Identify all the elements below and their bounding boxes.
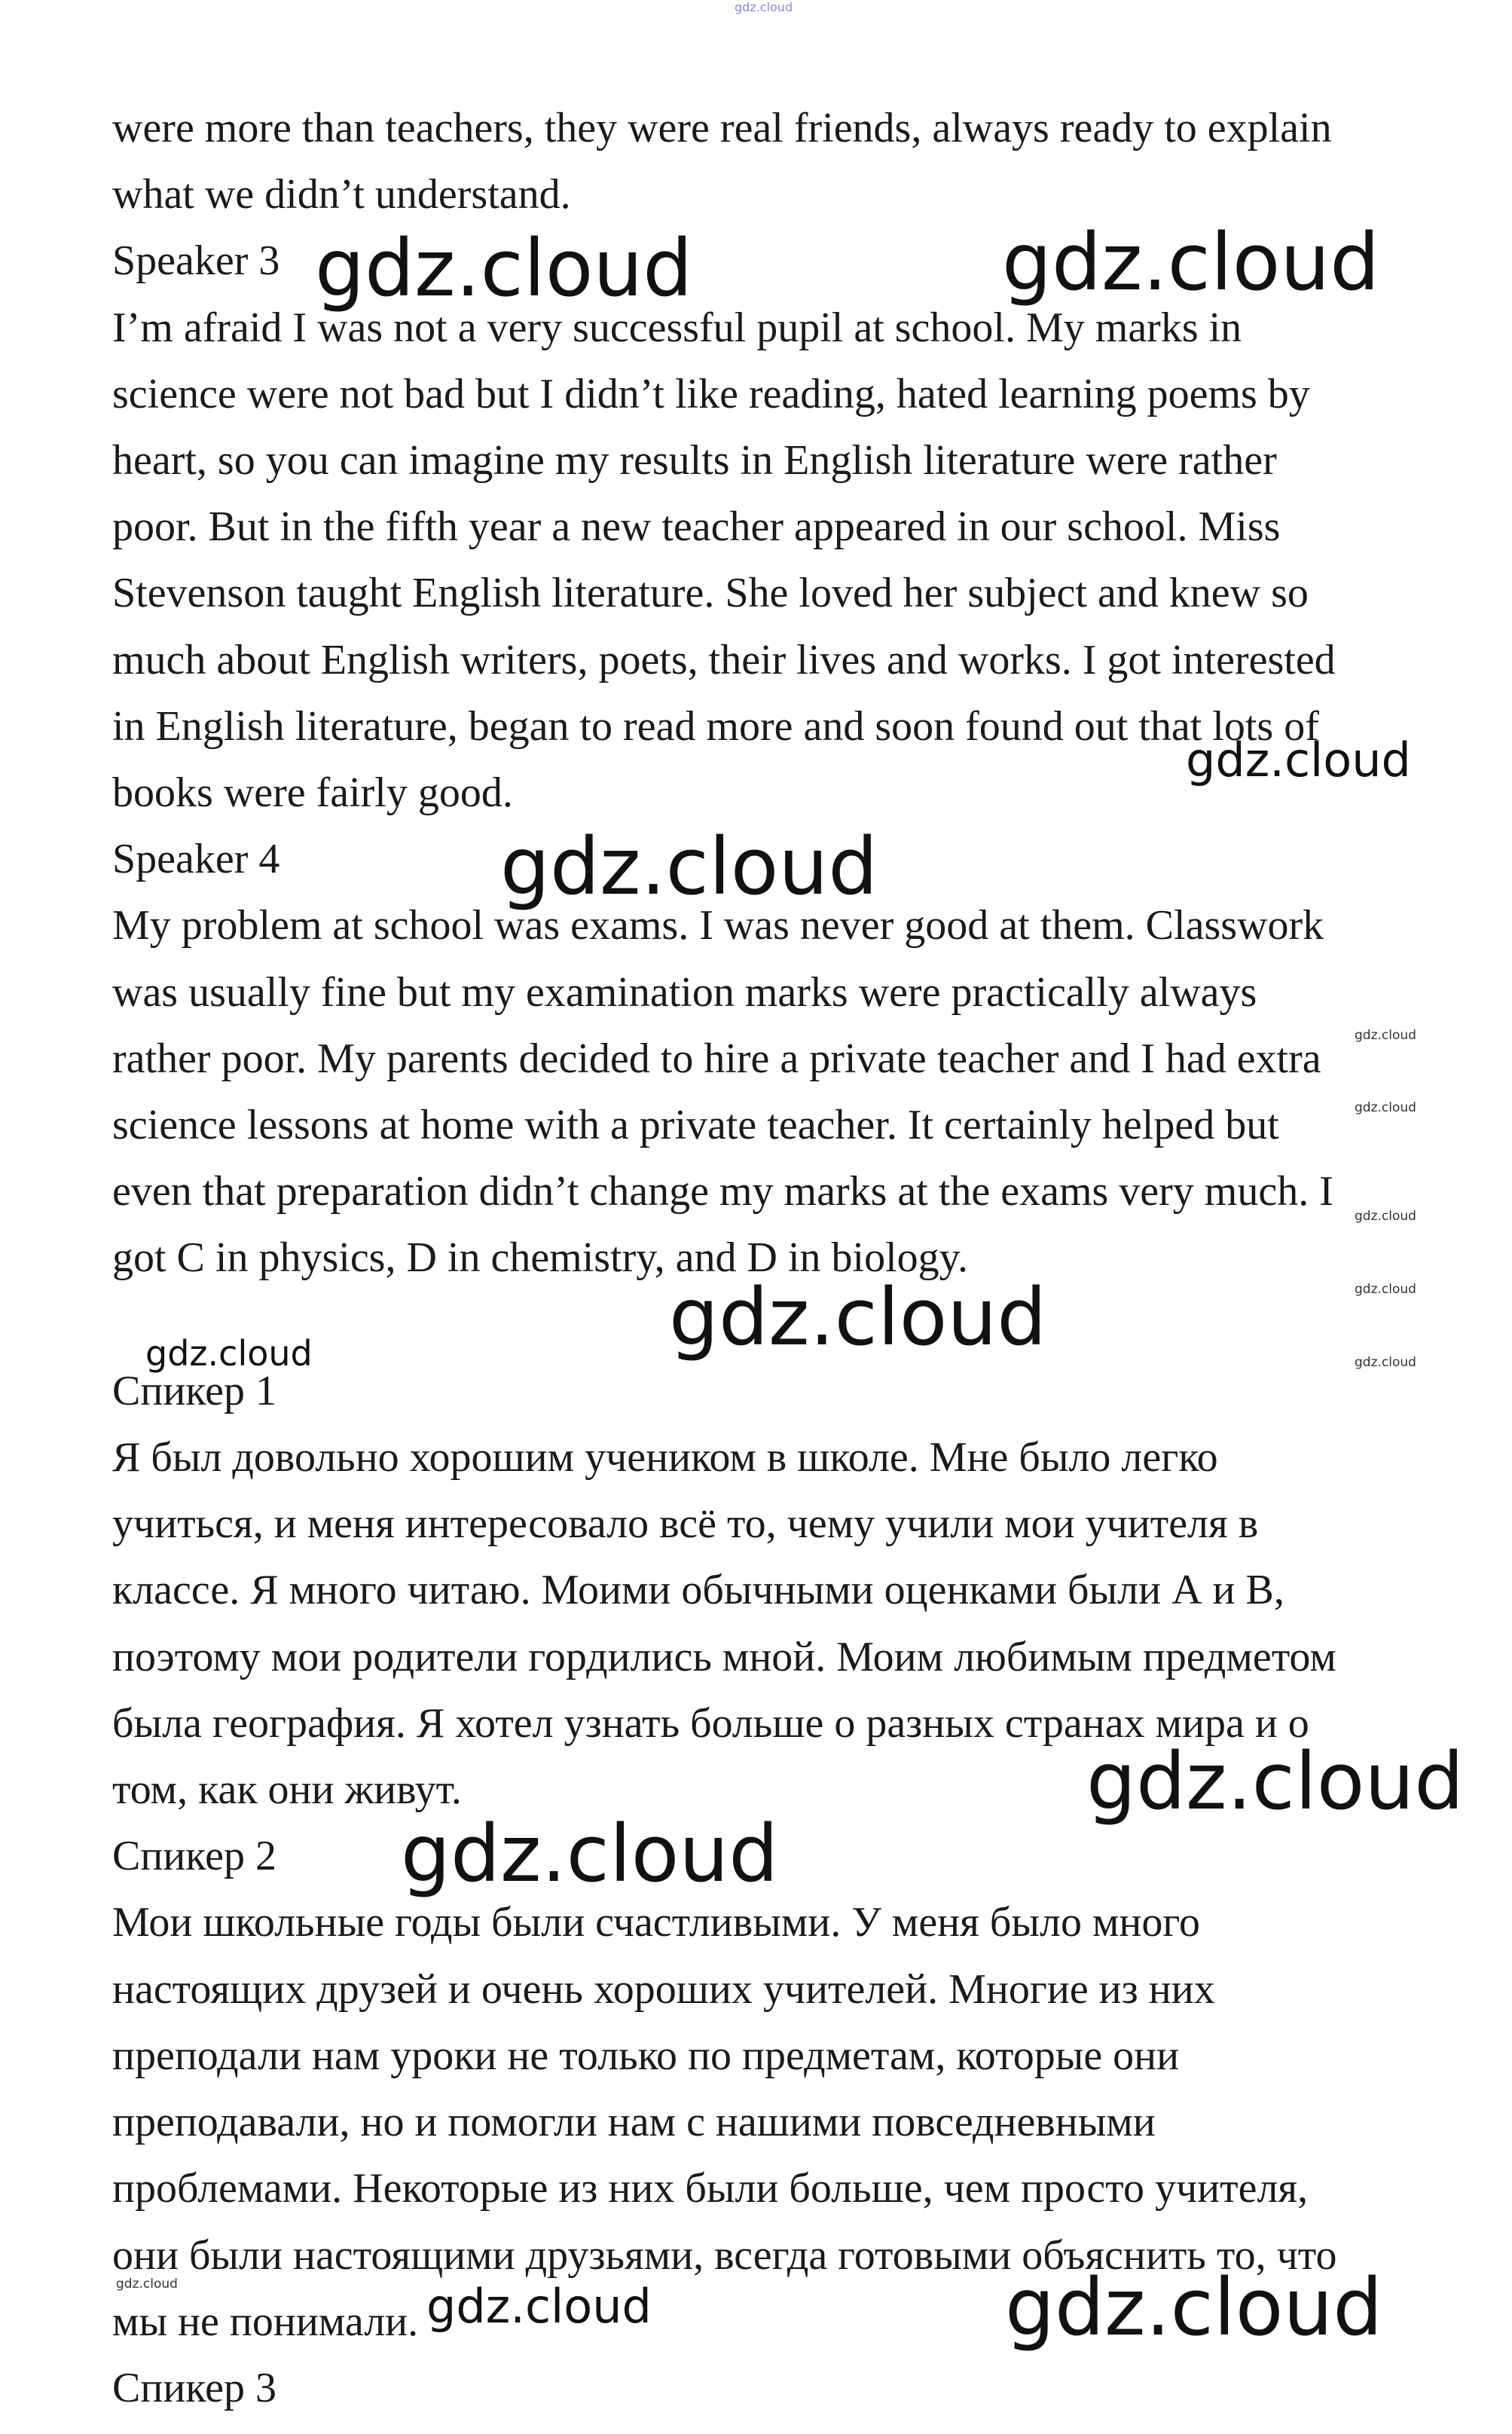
text-line: in English literature, began to read more and soon found out that lots of — [112, 702, 1319, 750]
text-line: books were fairly good. — [112, 769, 513, 817]
watermark: gdz.cloud — [1086, 1735, 1465, 1827]
text-line: even that preparation didn’t change my marks at the exams very much. I — [112, 1168, 1333, 1215]
watermark: gdz.cloud — [1355, 1209, 1416, 1224]
watermark: gdz.cloud — [1355, 1355, 1416, 1370]
text-line: science lessons at home with a private teacher. It certainly helped but — [112, 1102, 1279, 1149]
text-line: поэтому мои родители гордились мной. Моим любимым предметом — [112, 1633, 1336, 1680]
text-line: was usually fine but my examination marks were practically always — [112, 968, 1257, 1016]
watermark: gdz.cloud — [1355, 1100, 1416, 1115]
text-line: классе. Я много читаю. Моими обычными оценками были А и В, — [112, 1567, 1284, 1614]
text-line: Мои школьные годы были счастливыми. У меня было много — [112, 1899, 1200, 1946]
text-line: преподали нам уроки не только по предметам, которые они — [112, 2032, 1180, 2079]
watermark: gdz.cloud — [116, 2277, 178, 2292]
text-line: My problem at school was exams. I was never good at them. Classwork — [112, 902, 1324, 949]
watermark: gdz.cloud — [401, 1808, 779, 1900]
speaker-heading: Спикер 2 — [112, 1833, 276, 1880]
text-line: Stevenson taught English literature. She loved her subject and knew so — [112, 570, 1309, 617]
watermark: gdz.cloud — [426, 2279, 652, 2334]
text-line: got C in physics, D in chemistry, and D in biology. — [112, 1234, 968, 1282]
text-line: poor. But in the fifth year a new teacher appeared in our school. Miss — [112, 503, 1281, 551]
speaker-heading: Speaker 4 — [112, 836, 280, 883]
speaker-heading: Спикер 1 — [112, 1367, 276, 1414]
watermark: gdz.cloud — [1355, 1282, 1416, 1297]
text-line: проблемами. Некоторые из них были больше, чем просто учителя, — [112, 2165, 1309, 2212]
text-line: учиться, и меня интересовало всё то, чему учили мои учителя в — [112, 1500, 1259, 1548]
watermark: gdz.cloud — [145, 1333, 313, 1374]
watermark: gdz.cloud — [500, 821, 878, 913]
watermark: gdz.cloud — [1355, 1028, 1416, 1043]
text-line: настоящих друзей и очень хороших учителей. Многие из них — [112, 1965, 1215, 2013]
watermark: gdz.cloud — [669, 1271, 1047, 1363]
document-text — [112, 95, 1423, 2421]
text-line: rather poor. My parents decided to hire a private teacher and I had extra — [112, 1035, 1321, 1082]
watermark: gdz.cloud — [315, 222, 693, 314]
text-line: мы не понимали. — [112, 2298, 419, 2345]
text-line: what we didn’t understand. — [112, 171, 571, 219]
text-line: I’m afraid I was not a very successful pupil at school. My marks in — [112, 304, 1242, 351]
text-line: science were not bad but I didn’t like reading, hated learning poems by — [112, 370, 1310, 417]
watermark: gdz.cloud — [1002, 216, 1380, 308]
watermark: gdz.cloud — [735, 0, 793, 14]
watermark: gdz.cloud — [1186, 732, 1411, 787]
text-line: они были настоящими друзьями, всегда готовыми объяснить то, что — [112, 2231, 1337, 2279]
text-line: much about English writers, poets, their lives and works. I got interested — [112, 636, 1336, 683]
text-line: преподавали, но и помогли нам с нашими повседневными — [112, 2099, 1156, 2146]
text-line: were more than teachers, they were real friends, always ready to explain — [112, 105, 1332, 151]
text-line: том, как они живут. — [112, 1766, 462, 1814]
text-line: Я был довольно хорошим учеником в школе. Мне было легко — [112, 1434, 1218, 1481]
text-line: была география. Я хотел узнать больше о разных странах мира и о — [112, 1699, 1309, 1747]
watermark: gdz.cloud — [1005, 2261, 1383, 2353]
text-line: heart, so you can imagine my results in English literature were rather — [112, 437, 1277, 485]
speaker-heading: Speaker 3 — [112, 237, 280, 285]
speaker-heading: Спикер 3 — [112, 2364, 276, 2411]
